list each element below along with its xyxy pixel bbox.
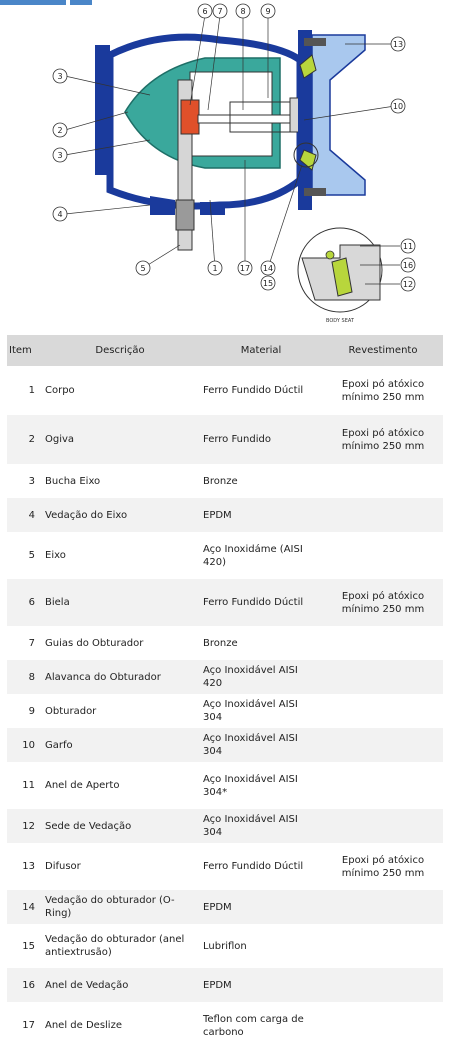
cell-item: 4 — [7, 498, 41, 532]
cell-revestimento — [323, 924, 443, 968]
ogive-inner — [190, 72, 272, 156]
cell-material: Aço Inoxidável AISI 304 — [199, 694, 323, 728]
cell-revestimento — [323, 728, 443, 762]
shaft-bushing-red — [181, 100, 199, 134]
header-material: Material — [199, 335, 323, 366]
cell-material: Aço Inoxidável AISI 304 — [199, 809, 323, 843]
cell-material: Aço Inoxidáme (AISI 420) — [199, 532, 323, 579]
cell-revestimento: Epoxi pó atóxico mínimo 250 mm — [323, 843, 443, 890]
header-revestimento: Revestimento — [323, 335, 443, 366]
table-row — [7, 366, 443, 415]
cell-item: 10 — [7, 728, 41, 762]
cell-revestimento — [323, 626, 443, 660]
cell-descricao: Corpo — [41, 366, 199, 415]
cell-material: Aço Inoxidável AISI 420 — [199, 660, 323, 694]
svg-text:6: 6 — [202, 7, 208, 16]
cell-item: 3 — [7, 464, 41, 498]
cell-material: EPDM — [199, 968, 323, 1002]
cell-descricao: Biela — [41, 579, 199, 626]
valve-cross-section-diagram — [40, 0, 440, 330]
cell-descricao: Bucha Eixo — [41, 464, 199, 498]
cell-material: Ferro Fundido Dúctil — [199, 366, 323, 415]
cell-item: 17 — [7, 1002, 41, 1049]
cell-item: 8 — [7, 660, 41, 694]
cell-descricao: Guias do Obturador — [41, 626, 199, 660]
cell-item: 7 — [7, 626, 41, 660]
svg-text:14: 14 — [262, 264, 274, 273]
table-row — [7, 728, 443, 762]
svg-text:10: 10 — [392, 102, 404, 111]
cell-descricao: Anel de Aperto — [41, 762, 199, 809]
svg-text:9: 9 — [265, 7, 271, 16]
cell-descricao: Vedação do obturador (O-Ring) — [41, 890, 199, 924]
table-row — [7, 498, 443, 532]
svg-text:1: 1 — [212, 264, 218, 273]
cell-item: 13 — [7, 843, 41, 890]
cell-item: 14 — [7, 890, 41, 924]
cell-revestimento — [323, 809, 443, 843]
detail-label: BODY SEAT — [326, 318, 354, 324]
cell-descricao: Eixo — [41, 532, 199, 579]
svg-text:4: 4 — [57, 210, 63, 219]
cell-item: 12 — [7, 809, 41, 843]
cell-material: Ferro Fundido Dúctil — [199, 579, 323, 626]
cell-descricao: Sede de Vedação — [41, 809, 199, 843]
svg-text:16: 16 — [402, 261, 414, 270]
valve-body-bottom-foot — [150, 196, 175, 215]
cell-revestimento — [323, 498, 443, 532]
svg-text:11: 11 — [402, 242, 414, 251]
cell-descricao: Vedação do obturador (anel antiextrusão) — [41, 924, 199, 968]
svg-text:13: 13 — [392, 40, 404, 49]
table-body — [7, 366, 443, 1049]
table-row — [7, 626, 443, 660]
cell-material: Bronze — [199, 464, 323, 498]
table-row — [7, 1002, 443, 1049]
cell-material: Aço Inoxidável AISI 304* — [199, 762, 323, 809]
cell-item: 9 — [7, 694, 41, 728]
svg-text:17: 17 — [239, 264, 251, 273]
table-row — [7, 464, 443, 498]
cell-item: 6 — [7, 579, 41, 626]
cell-item: 11 — [7, 762, 41, 809]
table-row — [7, 660, 443, 694]
table-row — [7, 843, 443, 890]
cell-item: 1 — [7, 366, 41, 415]
cell-material: EPDM — [199, 498, 323, 532]
cell-item: 15 — [7, 924, 41, 968]
table-row — [7, 762, 443, 809]
lever-arm — [198, 115, 298, 123]
table-row — [7, 532, 443, 579]
cell-descricao: Alavanca do Obturador — [41, 660, 199, 694]
table-row — [7, 694, 443, 728]
svg-text:2: 2 — [57, 126, 63, 135]
cell-material: Ferro Fundido — [199, 415, 323, 464]
svg-text:8: 8 — [240, 7, 246, 16]
svg-text:3: 3 — [57, 72, 63, 81]
cell-revestimento: Epoxi pó atóxico mínimo 250 mm — [323, 579, 443, 626]
cell-material: Aço Inoxidável AISI 304 — [199, 728, 323, 762]
cell-revestimento — [323, 1002, 443, 1049]
cell-material: Lubriflon — [199, 924, 323, 968]
cell-descricao: Anel de Deslize — [41, 1002, 199, 1049]
cell-revestimento — [323, 890, 443, 924]
cell-material: Bronze — [199, 626, 323, 660]
cell-descricao: Difusor — [41, 843, 199, 890]
svg-text:5: 5 — [140, 264, 146, 273]
cell-descricao: Garfo — [41, 728, 199, 762]
shaft-thread — [176, 200, 194, 230]
cell-material: Ferro Fundido Dúctil — [199, 843, 323, 890]
table-row — [7, 968, 443, 1002]
table-row — [7, 415, 443, 464]
bolt-bottom — [304, 188, 326, 196]
cell-revestimento — [323, 660, 443, 694]
cell-material: EPDM — [199, 890, 323, 924]
cell-revestimento — [323, 464, 443, 498]
svg-text:15: 15 — [262, 279, 274, 288]
cell-descricao: Ogiva — [41, 415, 199, 464]
valve-body-bottom-foot-2 — [200, 202, 225, 215]
header-item: Item — [7, 335, 41, 366]
cell-descricao: Obturador — [41, 694, 199, 728]
cell-item: 16 — [7, 968, 41, 1002]
bolt-top — [304, 38, 326, 46]
cell-revestimento: Epoxi pó atóxico mínimo 250 mm — [323, 366, 443, 415]
header-descricao: Descrição — [41, 335, 199, 366]
table-row — [7, 890, 443, 924]
parts-spec-table — [7, 335, 443, 1049]
svg-text:7: 7 — [217, 7, 223, 16]
cell-descricao: Vedação do Eixo — [41, 498, 199, 532]
table-header-row — [7, 335, 443, 366]
cell-material: Teflon com carga de carbono — [199, 1002, 323, 1049]
cell-item: 2 — [7, 415, 41, 464]
svg-text:12: 12 — [402, 280, 414, 289]
cell-descricao: Anel de Vedação — [41, 968, 199, 1002]
cell-revestimento — [323, 968, 443, 1002]
cell-item: 5 — [7, 532, 41, 579]
cell-revestimento — [323, 694, 443, 728]
detail-oring — [326, 251, 334, 259]
table-row — [7, 579, 443, 626]
table-row — [7, 809, 443, 843]
table-row — [7, 924, 443, 968]
cell-revestimento: Epoxi pó atóxico mínimo 250 mm — [323, 415, 443, 464]
svg-text:3: 3 — [57, 151, 63, 160]
cell-revestimento — [323, 762, 443, 809]
cell-revestimento — [323, 532, 443, 579]
